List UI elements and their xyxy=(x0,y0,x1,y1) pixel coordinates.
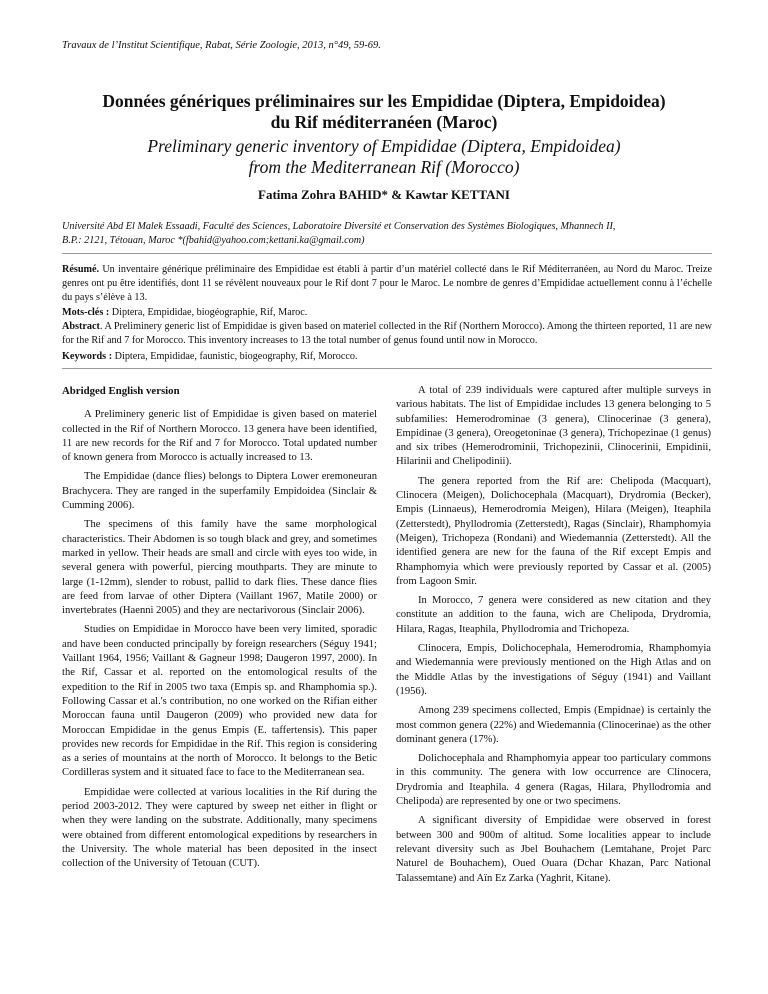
keywords-text: Diptera, Empididae, faunistic, biogeography, Rif, Morocco. xyxy=(112,351,358,362)
paragraph: Dolichocephala and Rhamphomyia appear too particulary commons in this community. The genera with low occurrence are Clinocera, Drydromia and Iteaphila. 4 genera (Ragas, Hilara, Phyllodromia and Chelipoda) are represented by one or two specimens. xyxy=(396,753,711,808)
resume-text: Un inventaire générique préliminaire des Empididae est établi à partir d’un matériel collecté dans le Rif Méditerranéen, au Nord du Maroc. Treize genres ont pu être identifiés, dont 11 se révèlent nouveaux pour le Rif dont 7 pour le Maroc. Le nombre de genres d’Empididae actuellement connu à l’échelle du pays s’élève à 13. xyxy=(62,264,712,303)
french-resume xyxy=(62,263,712,305)
affiliation-line-1: Université Abd El Malek Essaadi, Faculté des Sciences, Laboratoire Diversité et Conservation des Systèmes Biologiques, Mhannech II, xyxy=(62,221,616,232)
paragraph: A Preliminery generic list of Empididae is given based on materiel collected in the Rif of Northern Morocco. 13 genera have been identified, 11 are new records for the Rif and 7 for Morocco. Total updated number of known genera from Morocco is actually increased to 13. xyxy=(62,409,377,464)
english-title-line-2: from the Mediterranean Rif (Morocco) xyxy=(248,157,520,177)
paragraph: Empididae were collected at various localities in the Rif during the period 2003-2012. They were captured by sweep net either in flight or when they were landing on the substrate. Additionally, many specimens were obtained from different entomological expeditions by researchers in the University. The whole material has been deposited in the insect collection of the University of Tetouan (CUT). xyxy=(62,786,377,870)
divider-bottom xyxy=(62,368,712,369)
divider-top xyxy=(62,253,712,254)
journal-citation: Travaux de l’Institut Scientifique, Rabat, Série Zoologie, 2013, n°49, 59-69. xyxy=(62,40,381,51)
english-keywords xyxy=(62,350,712,364)
right-column xyxy=(396,384,711,891)
resume-label: Résumé. xyxy=(62,264,100,275)
french-title xyxy=(60,91,708,133)
mots-cles-text: Diptera, Empididae, biogéographie, Rif, Maroc. xyxy=(109,307,308,318)
left-column xyxy=(62,384,377,877)
paragraph: In Morocco, 7 genera were considered as new citation and they constitute an addition to the fauna, wich are Chelipoda, Drydromia, Hilara, Ragas, Iteaphila, Phyllodromia and Trichopeza. xyxy=(396,595,711,635)
english-abstract xyxy=(62,320,712,348)
paragraph: Clinocera, Empis, Dolichocephala, Hemerodromia, Rhamphomyia and Wiedemannia were previously mentioned on the High Atlas and on the Middle Atlas by the investigations of Séguy (1941) and Vaillant (1956). xyxy=(396,643,711,697)
abstract-text: . A Preliminery generic list of Empididae is given based on materiel collected in the Rif (Northern Morocco). Among the thirteen reported, 11 are new for the Rif and 7 for Morocco. This inventory increases to 13 the total number of genus found until now in Morocco. xyxy=(62,321,712,346)
affiliation-line-2: B.P.: 2121, Tétouan, Maroc *(fbahid@yahoo.com;kettani.ka@gmail.com) xyxy=(62,235,365,246)
english-title xyxy=(60,136,708,178)
french-title-line-1: Données génériques préliminaires sur les Empididae (Diptera, Empidoidea) xyxy=(102,91,666,111)
keywords-label: Keywords : xyxy=(62,351,113,362)
paragraph: The genera reported from the Rif are: Chelipoda (Macquart), Clinocera (Meigen), Dolichocephala (Macquart), Drydromia (Becker), Empis (Linnaeus), Hemerodromia Meigen), Hilara (Meigen), Iteaphila (Zetterstedt), Phyllodromia (Zetterstedt), Ragas (Sinclair), Rhamphomyia (Meigen), Trichopeza (Rondani) and Wiedemannia (Zetterstedt). All the identified genera are new for the fauna of the Rif except Empis and Rhamphomyia which were previously reported by Cassar et al. (2005) from Lagoon Smir. xyxy=(396,475,711,587)
abstract-label: Abstract xyxy=(62,321,100,332)
paragraph: Studies on Empididae in Morocco have been very limited, sporadic and have been conducted principally by foreign researchers (Séguy 1941; Vaillant 1964, 1956; Vaillant & Gagneur 1998; Daugeron 1997, 2000). In the Rif, Cassar et al. reported on the entomological results of the expedition to the Rif in 2005 two taxa (Empis sp. and Rhamphomia sp.). Following Cassar et al.'s contribution, no one worked on the Rifian either Moroccan fauna until Daugeron (2009) who provided new data for Moroccan Empididae in the genus Empis (E. taffertensis). This paper provides new records for Empididae in the Rif. This region is considering as a series of mountains at the north of Morocco. It belongs to the Betic Cordilleras system and it situated face to face to the Mediterranean sea. xyxy=(62,624,377,779)
affiliation xyxy=(62,220,712,248)
section-heading: Abridged English version xyxy=(62,385,180,397)
paragraph: A significant diversity of Empididae were observed in forest between 300 and 900m of altitud. Some localities appear to include relevant diversity such as Jbel Bouhachem (Lemtahane, Projet Parc Naturel de Bouhachem), Oued Ouara (Dchar Khazan, Parc National Talassemtane) and Aïn Ez Zarka (Yaghrit, Kitane). xyxy=(396,815,711,884)
paragraph: Among 239 specimens collected, Empis (Empidnae) is certainly the most common genera (22%) and Wiedemannia (Clinocerinae) as the other dominant genera (17%). xyxy=(396,705,711,745)
paragraph: The specimens of this family have the same morphological characteristics. Their Abdomen is so tough black and grey, and sometimes marked in yellow. Their heads are small and circle with eyes too wide, in several genera with powerful, piercing mouthparts. They are minute to large (1-12mm), slender to robust, pallid to dark flies. These dance flies are feed from larvae of other Diptera (Vaillant 1967, Matile 2000) or invertebrates (Haenni 2005) and they are nectarivorous (Sinclair 2006). xyxy=(62,519,377,617)
french-title-line-2: du Rif méditerranéen (Maroc) xyxy=(270,112,498,132)
french-keywords xyxy=(62,306,712,320)
mots-cles-label: Mots-clés : xyxy=(62,307,110,318)
english-title-line-1: Preliminary generic inventory of Empididae (Diptera, Empidoidea) xyxy=(147,136,621,156)
paragraph: The Empididae (dance flies) belongs to Diptera Lower eremoneuran Brachycera. They are ranged in the superfamily Empidoidea (Sinclair & Cumming 2006). xyxy=(62,471,377,512)
paragraph: A total of 239 individuals were captured after multiple surveys in various habitats. The list of Empididae includes 13 genera belonging to 5 subfamilies: Hemerodrominae (3 genera), Clinocerinae (3 genera), Empidinae (3 genera), Oreogetoninae (3 genera), Trichopezinae (1 genus) and six tribes (Hemerodrominii, Trichopezinii, Clinocerinii, Empidinii, Hilarinii and Chelipodinii). xyxy=(396,385,711,468)
authors: Fatima Zohra BAHID* & Kawtar KETTANI xyxy=(258,187,510,202)
